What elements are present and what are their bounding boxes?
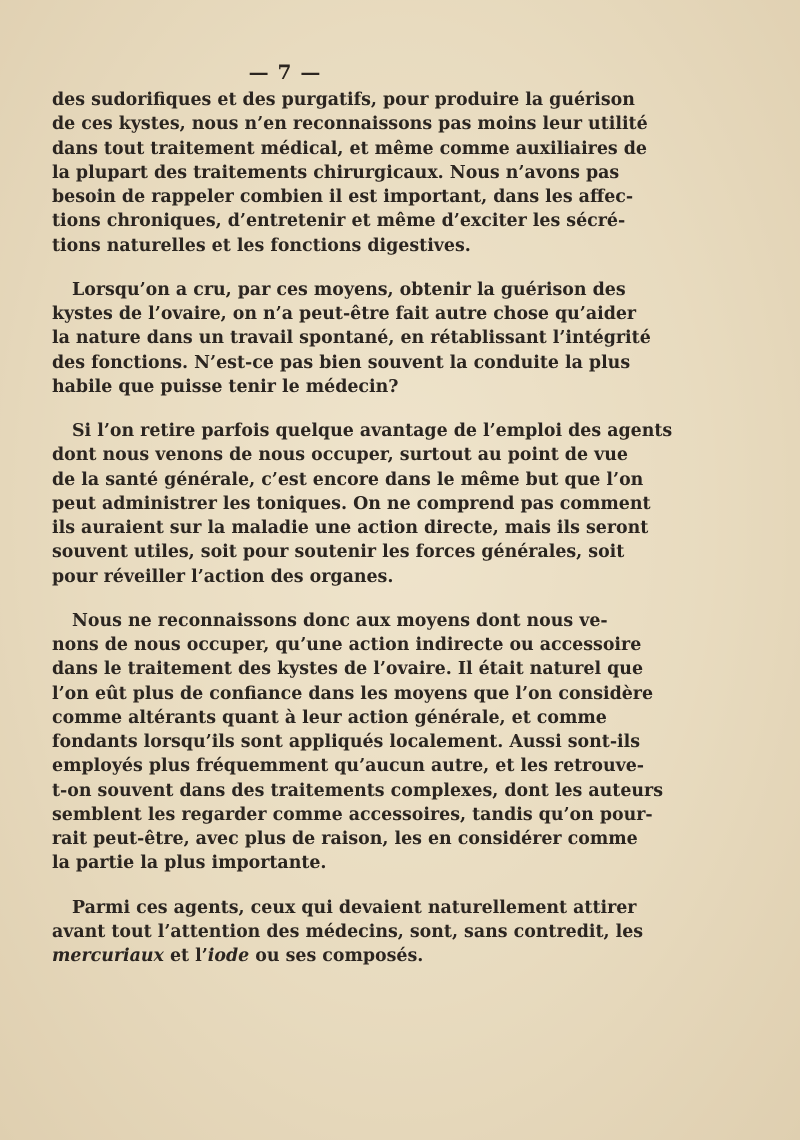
text-line: habile que puisse tenir le médecin?: [52, 376, 399, 397]
text-line: t-on souvent dans des traitements complexes, dont les auteurs: [52, 780, 663, 801]
text-line: dans le traitement des kystes de l’ovaire. Il était naturel que: [52, 659, 644, 680]
italic-term: mercuriaux: [52, 946, 164, 966]
text-line: comme altérants quant à leur action générale, et comme: [52, 707, 607, 728]
text-line: [52, 944, 539, 968]
text-line: l’on eût plus de confiance dans les moyens que l’on considère: [52, 683, 654, 704]
paragraph-3: [52, 419, 673, 589]
page-number: — 7 —: [248, 60, 322, 84]
text-run: ou ses composés.: [249, 946, 424, 966]
text-line: employés plus fréquemment qu’aucun autre, et les retrouve-: [52, 756, 644, 777]
text-line: avant tout l’attention des médecins, sont, sans contredit, les: [52, 921, 644, 942]
text-line: fondants lorsqu’ils sont appliqués localement. Aussi sont-ils: [52, 732, 641, 752]
paragraph-4: [52, 609, 663, 876]
paragraph-5: [52, 896, 644, 969]
text-line: la partie la plus importante.: [52, 853, 327, 874]
text-line: kystes de l’ovaire, on n’a peut-être fait autre chose qu’aider: [52, 304, 637, 324]
text-line: tions naturelles et les fonctions digestives.: [52, 235, 471, 256]
text-line: Parmi ces agents, ceux qui devaient naturellement attirer: [72, 897, 637, 918]
text-line: Si l’on retire parfois quelque avantage de l’emploi des agents: [72, 421, 673, 441]
text-line: Nous ne reconnaissons donc aux moyens dont nous ve-: [72, 610, 608, 631]
text-line: nons de nous occuper, qu’une action indirecte ou accessoire: [52, 635, 642, 655]
text-line: des sudorifiques et des purgatifs, pour produire la guérison: [52, 90, 635, 110]
text-line: tions chroniques, d’entretenir et même d’exciter les sécré-: [52, 211, 626, 232]
text-line: pour réveiller l’action des organes.: [52, 566, 394, 587]
text-line: la nature dans un travail spontané, en rétablissant l’intégrité: [52, 328, 651, 349]
text-line: de ces kystes, nous n’en reconnaissons pas moins leur utilité: [52, 114, 648, 135]
text-line: peut administrer les toniques. On ne comprend pas comment: [52, 493, 651, 514]
text-line: la plupart des traitements chirurgicaux. Nous n’avons pas: [52, 162, 620, 183]
text-line: Lorsqu’on a cru, par ces moyens, obtenir la guérison des: [72, 279, 626, 300]
italic-term: iode: [207, 946, 250, 966]
paragraph-2: [52, 278, 651, 399]
paragraph-1: [52, 88, 648, 258]
text-line: rait peut-être, avec plus de raison, les en considérer comme: [52, 829, 638, 849]
text-line: ils auraient sur la maladie une action directe, mais ils seront: [52, 518, 649, 538]
text-line: souvent utiles, soit pour soutenir les forces générales, soit: [52, 542, 625, 563]
text-line: besoin de rappeler combien il est important, dans les affec-: [52, 187, 634, 207]
text-line: de la santé générale, c’est encore dans le même but que l’on: [52, 469, 644, 490]
text-line: semblent les regarder comme accessoires, tandis qu’on pour-: [52, 804, 653, 825]
body-text: [52, 88, 673, 968]
text-run: et l’: [163, 946, 208, 966]
text-line: dont nous venons de nous occuper, surtout au point de vue: [52, 445, 628, 466]
text-line: des fonctions. N’est-ce pas bien souvent la conduite la plus: [52, 352, 631, 373]
text-line: dans tout traitement médical, et même comme auxiliaires de: [52, 138, 647, 159]
